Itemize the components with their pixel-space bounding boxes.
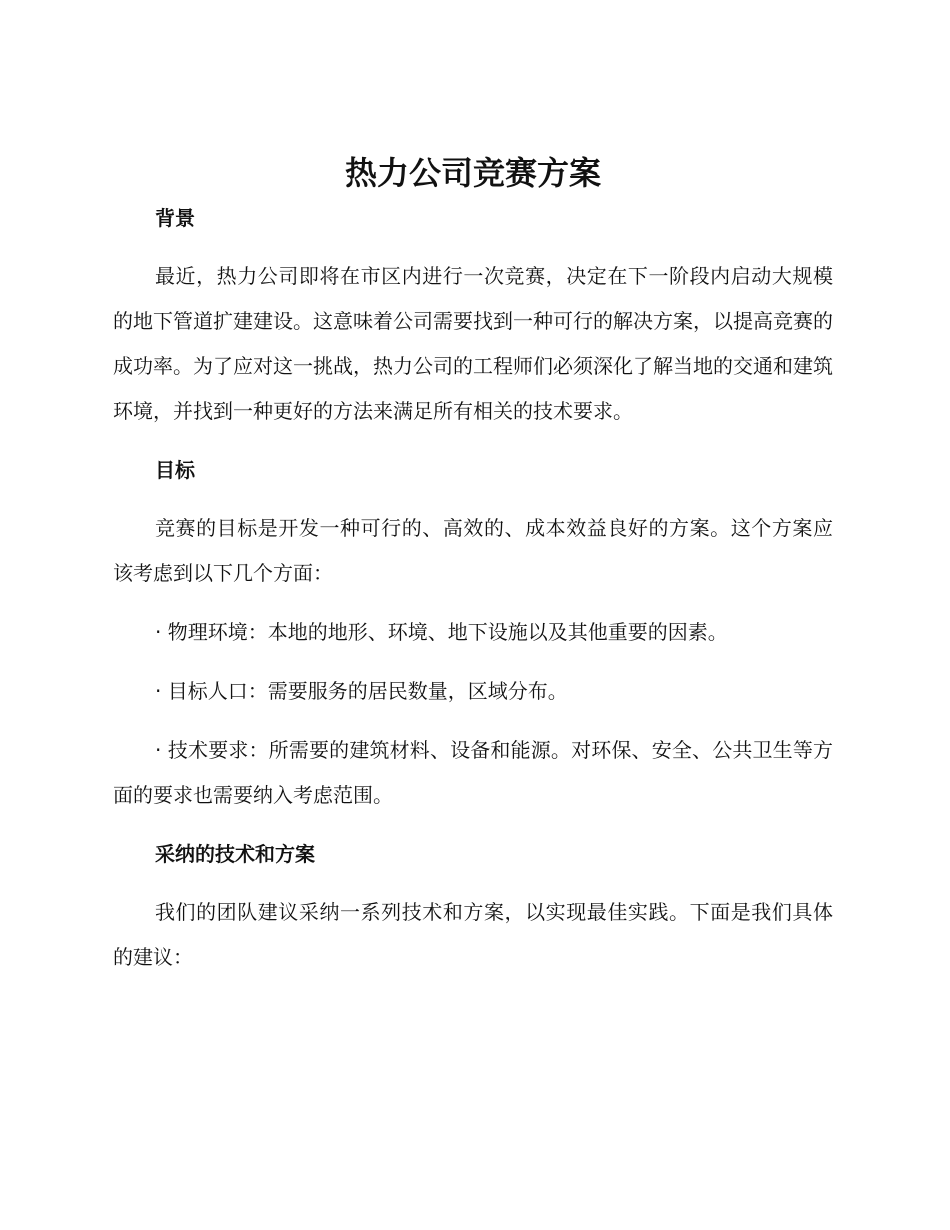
paragraph-technology: 我们的团队建议采纳一系列技术和方案，以实现最佳实践。下面是我们具体的建议： [113, 900, 833, 969]
section-heading-technology: 采纳的技术和方案 [155, 842, 315, 866]
section-heading-goals: 目标 [155, 458, 195, 482]
paragraph-background: 最近，热力公司即将在市区内进行一次竞赛，决定在下一阶段内启动大规模的地下管道扩建建设。这意味着公司需要找到一种可行的解决方案，以提高竞赛的成功率。为了应对这一挑战，热力公司的工程师们必须深化了解当地的交通和建筑环境，并找到一种更好的方法来满足所有相关的技术要求。 [113, 264, 833, 423]
paragraph-goals-intro: 竞赛的目标是开发一种可行的、高效的、成本效益良好的方案。这个方案应该考虑到以下几个方面： [113, 516, 833, 585]
document-page [113, 148, 833, 980]
list-item-target-population: · 目标人口：需要服务的居民数量，区域分布。 [155, 679, 568, 703]
list-item-physical-environment: · 物理环境：本地的地形、环境、地下设施以及其他重要的因素。 [155, 620, 728, 644]
section-heading-background: 背景 [155, 206, 195, 230]
list-item-technical-requirements: · 技术要求：所需要的建筑材料、设备和能源。对环保、安全、公共卫生等方面的要求也需要纳入考虑范围。 [113, 738, 833, 807]
document-title: 热力公司竞赛方案 [344, 154, 601, 192]
